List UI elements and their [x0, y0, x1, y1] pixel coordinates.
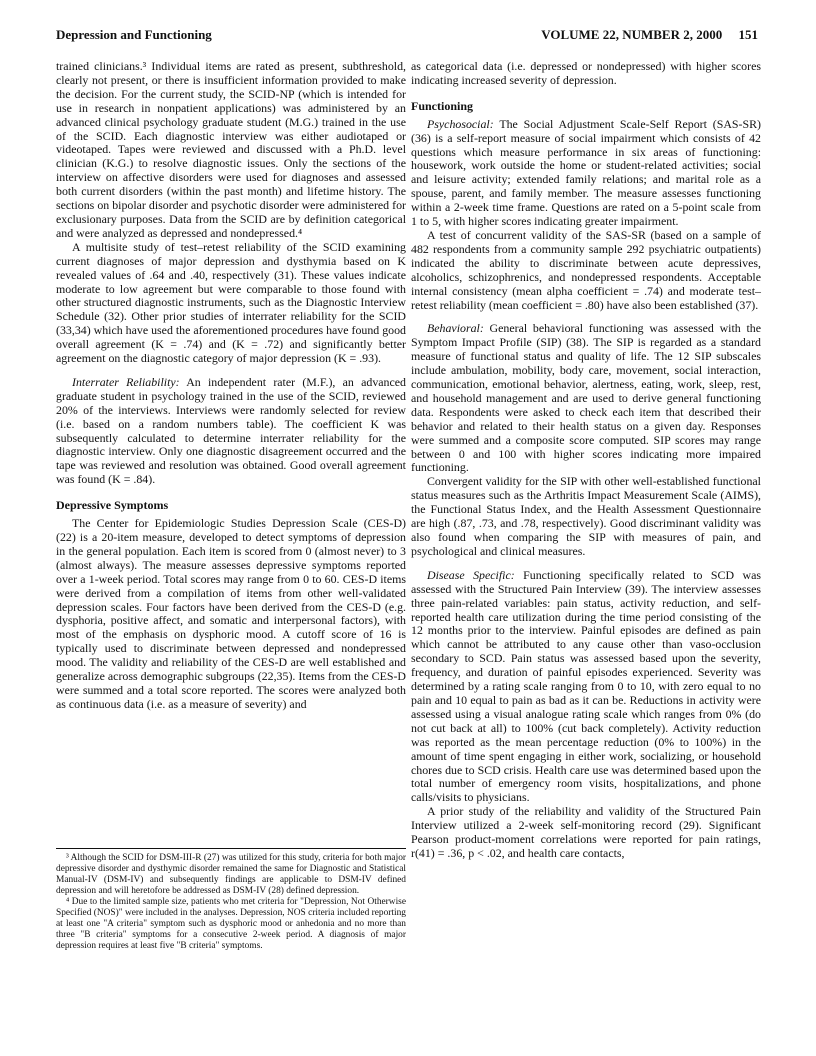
paragraph: A multisite study of test–retest reliability of the SCID examining current diagnoses of major depression and dysthymia based on K revealed values of .64 and .40, respectively (31). These values indicate moderate to low agreement but were comparable to those found with other structured diagnostic instruments, such as the Diagnostic Interview Schedule (32). Other prior studies of interrater reliability for the SCID (33,34) which have used the aforementioned procedures have found good overall agreement (K = .74) and (K = .72) and significantly better agreement on the diagnostic category of major depression (K = .93). — [56, 239, 406, 366]
runin-heading: Interrater Reliability: — [72, 374, 180, 389]
paragraph: trained clinicians.³ Individual items are rated as present, subthreshold, clearly not present, or there is insufficient information provided to make the decision. For the current study, the SCID-NP (which is intended for use in research in nonpatient applications) was administered by an advanced clinical psychology graduate student (M.G.) trained in the use of the SCID. Each diagnostic interview was either audiotaped or videotaped. Tapes were reviewed and discussed with a Ph.D. level clinician (K.G.) to resolve diagnostic issues. Only the sections of the interview on affective disorders were used for diagnoses and assessed both current disorders (within the past month) and lifetime history. The sections on bipolar disorder and psychotic disorder were administered for exclusionary purposes. Data from the SCID are by definition categorical and were analyzed as depressed and nondepressed.⁴ — [56, 59, 406, 240]
paragraph: A test of concurrent validity of the SAS-SR (based on a sample of 482 respondents from a community sample 292 psychiatric outpatients) indicated the ability to discriminate between acute depressives, alcoholics, schizophrenics, and nondepressed respondents. Acceptable internal consistency (mean alpha coefficient = .74) and moderate test–retest reliability (mean coefficient = .80) have also been established (37). — [411, 227, 761, 312]
right-column — [411, 60, 761, 861]
section-heading: Depressive Symptoms — [56, 498, 169, 513]
paragraph-text: Functioning specifically related to SCD was assessed with the Structured Pain Interview (39). The interview assesses three pain-related variables: pain status, activity reduction, and self-reported health care utilization during the time period consisting of the 12 months prior to the interview. Painful episodes are defined as pain which cannot be attributed to any cause other than vaso-occlusion secondary to SCD. Pain status was assessed based upon the severity, frequency, and duration of painful episodes experienced. Severity was determined by a rating scale ranging from 0 to 10, with zero equal to no pain and 10 equal to pain as bad as it can be. Reductions in activity were assessed using a visual analogue rating scale which ranges from 0% (do not cut back at all) to 100% (cut back completely). Activity reduction was reported as the mean percentage reduction (0% to 100%) in the amount of time spent engaging in either work, socializing, or household chores due to SCD crisis. Health care use was determined based upon the total number of emergency room visits, hospitalizations, and phone calls/visits to physicians. — [411, 567, 761, 805]
runin-heading: Disease Specific: — [427, 567, 515, 582]
left-column — [56, 60, 406, 712]
footnote: ³ Although the SCID for DSM-III-R (27) was utilized for this study, criteria for both major depressive disorder and dysthymic disorder remained the same for Diagnostic and Statistical Manual-IV (DSM-IV) and subsequently findings are applicable to DSM-IV defined depression and will heretofore be addressed as DSM-IV (28) defined depression. — [56, 853, 406, 896]
paragraph-text: The Social Adjustment Scale-Self Report (SAS-SR) (36) is a self-report measure of social impairment which consists of 42 questions which measure performance in six areas of functioning: housework, work outside the home or student-related activities; social and leisure activity; extended family relations; and marital role as a spouse, parent, and family member. The measure assesses functioning within a 2-week time frame. Questions are rated on a 5-point scale from 1 to 5, with higher scores indicating greater impairment. — [411, 116, 761, 229]
paragraph-text: An independent rater (M.F.), an advanced graduate student in psychology trained in the use of the SCID, reviewed 20% of the interviews. Interviews were randomly selected for review (i.e. based on a random numbers table). The coefficient K was subsequently calculated to determine interrater reliability for the diagnostic interview. Only one diagnostic disagreement occurred and the tape was reviewed and resolution was obtained. Good overall agreement was found (K = .84). — [56, 374, 406, 487]
runin-heading: Psychosocial: — [427, 116, 494, 131]
running-header — [56, 27, 758, 45]
paragraph-text: General behavioral functioning was assessed with the Symptom Impact Profile (SIP) (38). The SIP is regarded as a standard measure of functional status and quality of life. The 12 SIP subscales include ambulation, mobility, body care, movement, social interaction, communication, emotional behavior, alertness, eating, work, sleep, rest, and household management and are used to derive general functioning data. Respondents were asked to check each item that described their behavior and related to their health status on a given day. Responses were summed and a composite score computed. SIP scores may range between 0 and 100 with higher scores indicating more impaired functioning. — [411, 321, 761, 475]
footnote-rule — [56, 848, 406, 849]
paragraph: Convergent validity for the SIP with other well-established functional status measures such as the Arthritis Impact Measurement Scale (AIMS), the Functional Status Index, and the Health Assessment Questionnaire are high (.87, .73, and .78, respectively). Good discriminant validity was also found when comparing the SIP with measures of pain, and psychological and clinical measures. — [411, 474, 761, 558]
paragraph: The Center for Epidemiologic Studies Depression Scale (CES-D) (22) is a 20-item measure, developed to detect symptoms of depression in the general population. Each item is scored from 0 (almost never) to 3 (almost always). The measure assesses depressive symptoms reported over a 1-week period. Total scores may range from 0 to 60. CES-D items were derived from a compilation of items from other well-validated depression scales. Four factors have been derived from the CES-D (e.g. dysphoria, positive affect, and somatic and interpersonal factors), with most of the emphasis on dysphoric mood. A cutoff score of 16 is typically used to discriminate between depressed and nondepressed mood. The validity and reliability of the CES-D are well established and generalize across demographic subgroups (22,35). Items from the CES-D were summed and a total score reported. The scores were analyzed both as continuous data (i.e. as a measure of severity) and — [56, 516, 406, 711]
paragraph: A prior study of the reliability and validity of the Structured Pain Interview utilized a 2-week self-monitoring record (29). Significant Pearson product-moment correlations were reported for pain ratings, r(41) = .36, p < .02, and health care contacts, — [411, 804, 761, 860]
paragraph — [56, 376, 406, 487]
section-heading: Functioning — [411, 98, 474, 113]
footnote: ⁴ Due to the limited sample size, patients who met criteria for "Depression, Not Otherwise Specified (NOS)" were included in the analyses. Depression, NOS criteria included reporting at least one "A criteria" symptom such as dysphoric mood or anhedonia and no more than three "B criteria" symptoms for a consecutive 2-week period. A diagnosis of major depression requires at least five "B criteria" symptoms. — [56, 897, 406, 951]
paragraph — [411, 118, 761, 229]
paragraph — [411, 322, 761, 475]
footnotes — [56, 853, 406, 952]
paragraph — [411, 569, 761, 805]
runin-heading: Behavioral: — [427, 321, 484, 336]
running-title: Depression and Functioning — [56, 27, 212, 42]
paragraph: as categorical data (i.e. depressed or nondepressed) with higher scores indicating increased severity of depression. — [411, 59, 761, 87]
volume-page-info: VOLUME 22, NUMBER 2, 2000 151 — [541, 27, 758, 42]
